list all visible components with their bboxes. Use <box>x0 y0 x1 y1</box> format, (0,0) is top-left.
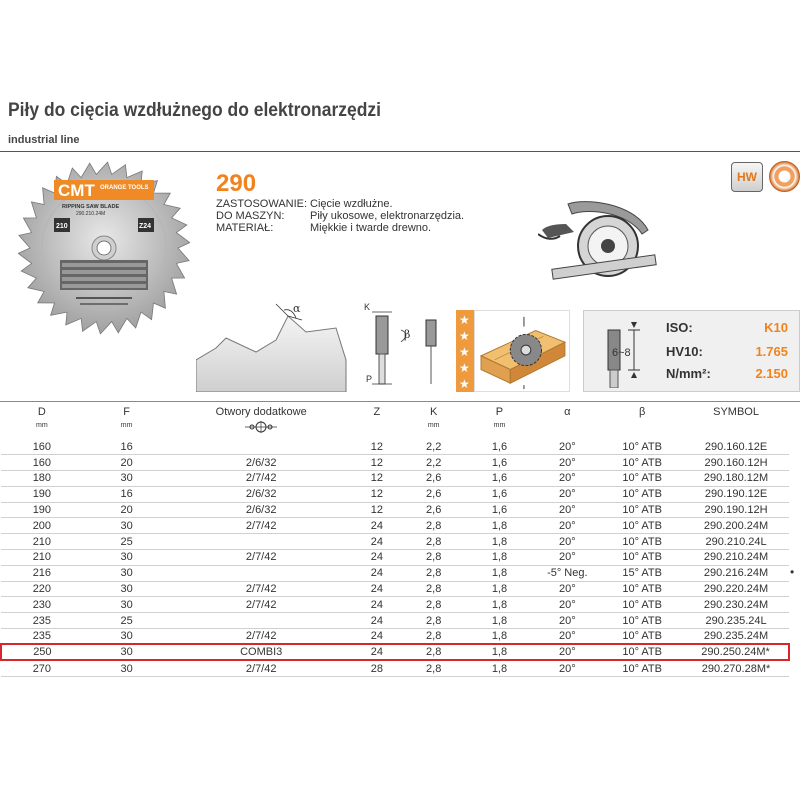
table-cell: 2/7/42 <box>170 660 351 676</box>
spec-application <box>216 198 393 210</box>
table-header-row <box>1 401 789 439</box>
table-cell: 20° <box>533 550 601 566</box>
table-cell: 10° ATB <box>601 534 683 550</box>
beta-label: β <box>404 328 411 341</box>
table-cell: 290.270.28M* <box>683 660 789 676</box>
table-cell: 1,8 <box>466 629 534 645</box>
table-cell: 20° <box>533 518 601 534</box>
table-cell: 16 <box>83 486 171 502</box>
star-icon: ★ <box>459 313 470 327</box>
table-cell: 290.216.24M <box>683 565 789 581</box>
table-cell: 10° ATB <box>601 439 683 455</box>
table-cell: 10° ATB <box>601 455 683 471</box>
table-cell: 2,8 <box>402 660 466 676</box>
tooth-geometry-diagram <box>196 300 446 392</box>
table-cell: 30 <box>83 581 171 597</box>
table-cell: 20° <box>533 629 601 645</box>
table-cell: 12 <box>352 471 402 487</box>
table-cell: 160 <box>1 455 83 471</box>
table-cell: 20 <box>83 502 171 518</box>
spec-material <box>216 222 431 234</box>
star-icon: ★ <box>459 361 470 375</box>
table-cell: 1,8 <box>466 565 534 581</box>
table-cell: 2/6/32 <box>170 455 351 471</box>
param-iso-value: K10 <box>764 320 788 335</box>
table-row <box>1 486 789 502</box>
star-icon: ★ <box>459 377 470 391</box>
table-cell: 1,8 <box>466 518 534 534</box>
table-cell: 290.210.24M <box>683 550 789 566</box>
table-cell: 1,8 <box>466 534 534 550</box>
table-cell <box>170 439 351 455</box>
table-cell: 235 <box>1 613 83 629</box>
spec-label: MATERIAŁ: <box>216 222 274 234</box>
table-cell: 24 <box>352 613 402 629</box>
alpha-label: α <box>293 302 301 315</box>
table-cell: 1,8 <box>466 613 534 629</box>
p-label: P <box>366 374 373 384</box>
table-cell: 2/7/42 <box>170 550 351 566</box>
star-icon: ★ <box>459 345 470 359</box>
table-row <box>1 565 789 581</box>
circular-saw-icon <box>538 200 658 282</box>
table-cell: 10° ATB <box>601 581 683 597</box>
table-cell: 2,6 <box>402 502 466 518</box>
table-cell: 1,8 <box>466 597 534 613</box>
col-header: D mm <box>36 406 48 429</box>
table-cell: 24 <box>352 565 402 581</box>
table-cell: COMBI3 <box>170 644 351 660</box>
table-cell: 2/6/32 <box>170 502 351 518</box>
spec-label: DO MASZYN: <box>216 210 285 222</box>
table-row <box>1 502 789 518</box>
table-cell: -5° Neg. <box>533 565 601 581</box>
table-cell: 1,6 <box>466 439 534 455</box>
table-cell: 30 <box>83 597 171 613</box>
spec-table <box>0 401 790 677</box>
table-row <box>1 518 789 534</box>
table-cell: 2/7/42 <box>170 629 351 645</box>
table-cell: 20° <box>533 597 601 613</box>
table-cell: 12 <box>352 455 402 471</box>
row-marker: • <box>790 565 795 579</box>
table-cell: 1,6 <box>466 502 534 518</box>
table-cell: 20° <box>533 534 601 550</box>
table-cell: 10° ATB <box>601 660 683 676</box>
table-cell: 210 <box>1 534 83 550</box>
table-cell <box>170 613 351 629</box>
table-cell: 290.250.24M* <box>683 644 789 660</box>
table-cell: 2,6 <box>402 486 466 502</box>
blade-brand-line: ORANGE TOOLS <box>100 185 149 191</box>
param-strength-value: 2.150 <box>755 366 788 381</box>
table-cell: 24 <box>352 629 402 645</box>
col-header: Z <box>373 406 381 418</box>
table-cell: 290.220.24M <box>683 581 789 597</box>
table-cell: 20 <box>83 455 171 471</box>
table-row <box>1 660 789 676</box>
table-cell: 16 <box>83 439 171 455</box>
table-cell: 290.235.24M <box>683 629 789 645</box>
table-cell: 10° ATB <box>601 486 683 502</box>
table-row <box>1 550 789 566</box>
table-cell: 290.200.24M <box>683 518 789 534</box>
table-cell: 20° <box>533 613 601 629</box>
blade-part-number: 290.210.24M <box>76 211 106 217</box>
table-cell: 2,8 <box>402 644 466 660</box>
spec-label: ZASTOSOWANIE: <box>216 198 308 210</box>
table-cell: 20° <box>533 439 601 455</box>
table-cell: 2,8 <box>402 550 466 566</box>
table-cell: 20° <box>533 471 601 487</box>
table-cell: 290.160.12H <box>683 455 789 471</box>
table-cell: 290.160.12E <box>683 439 789 455</box>
table-cell: 12 <box>352 502 402 518</box>
table-cell: 1,6 <box>466 455 534 471</box>
table-cell <box>170 534 351 550</box>
table-cell: 160 <box>1 439 83 455</box>
table-cell: 270 <box>1 660 83 676</box>
table-cell: 200 <box>1 518 83 534</box>
table-cell: 180 <box>1 471 83 487</box>
table-cell: 1,6 <box>466 486 534 502</box>
table-cell: 30 <box>83 565 171 581</box>
table-cell: 2,8 <box>402 581 466 597</box>
table-row <box>1 471 789 487</box>
table-cell: 12 <box>352 486 402 502</box>
col-header: K mm <box>427 406 440 429</box>
table-cell: 2/7/42 <box>170 597 351 613</box>
blade-type: RIPPING SAW BLADE <box>62 204 120 210</box>
spec-machines <box>216 210 464 222</box>
table-cell: 210 <box>1 550 83 566</box>
tooth-range-label: 6~8 <box>612 347 631 359</box>
table-cell: 20° <box>533 455 601 471</box>
table-cell: 290.190.12E <box>683 486 789 502</box>
table-row <box>1 597 789 613</box>
table-cell: 1,6 <box>466 471 534 487</box>
table-cell: 15° ATB <box>601 565 683 581</box>
table-cell: 2,2 <box>402 439 466 455</box>
table-cell: 30 <box>83 550 171 566</box>
table-cell: 1,8 <box>466 644 534 660</box>
col-header: P mm <box>493 406 506 429</box>
col-header: F mm <box>120 406 133 429</box>
table-cell: 2,8 <box>402 597 466 613</box>
table-cell <box>170 565 351 581</box>
table-cell: 24 <box>352 597 402 613</box>
table-cell: 290.210.24L <box>683 534 789 550</box>
table-cell: 20° <box>533 660 601 676</box>
table-cell: 2/7/42 <box>170 581 351 597</box>
table-cell: 2,2 <box>402 455 466 471</box>
table-cell: 2,8 <box>402 518 466 534</box>
pin-holes-icon <box>245 421 277 433</box>
table-cell: 1,8 <box>466 660 534 676</box>
table-cell: 24 <box>352 550 402 566</box>
table-cell: 190 <box>1 486 83 502</box>
table-cell: 30 <box>83 629 171 645</box>
blade-diameter: 210 <box>56 223 68 230</box>
table-cell: 190 <box>1 502 83 518</box>
table-cell: 10° ATB <box>601 471 683 487</box>
spec-value: Piły ukosowe, elektronarzędzia. <box>310 210 465 222</box>
param-hv10-label: HV10: <box>666 344 703 359</box>
page-subtitle: industrial line <box>8 134 80 146</box>
table-row <box>1 613 789 629</box>
table-cell: 24 <box>352 534 402 550</box>
saw-blade-image <box>18 156 190 340</box>
rip-cut-wood-icon <box>474 310 570 392</box>
table-cell: 25 <box>83 613 171 629</box>
table-cell: 20° <box>533 581 601 597</box>
table-row <box>1 629 789 645</box>
table-row <box>1 581 789 597</box>
param-iso-label: ISO: <box>666 320 693 335</box>
table-cell: 1,8 <box>466 550 534 566</box>
table-cell: 20° <box>533 502 601 518</box>
param-hv10-value: 1.765 <box>755 344 788 359</box>
tooth-height-diagram <box>588 314 658 388</box>
table-cell: 12 <box>352 439 402 455</box>
page-title: Piły do cięcia wzdłużnego do elektronarzędzi <box>8 100 381 121</box>
table-row <box>1 439 789 455</box>
table-cell: 10° ATB <box>601 550 683 566</box>
table-cell: 2/7/42 <box>170 471 351 487</box>
table-cell: 10° ATB <box>601 644 683 660</box>
table-cell: 28 <box>352 660 402 676</box>
col-header: α <box>564 406 571 418</box>
quality-seal-icon <box>769 161 800 192</box>
table-cell: 290.180.12M <box>683 471 789 487</box>
table-cell: 24 <box>352 518 402 534</box>
table-cell: 250 <box>1 644 83 660</box>
table-cell: 2,8 <box>402 629 466 645</box>
rating-stars <box>456 310 474 392</box>
table-cell: 30 <box>83 471 171 487</box>
col-header: SYMBOL <box>713 406 759 418</box>
table-row <box>1 534 789 550</box>
table-cell: 2/6/32 <box>170 486 351 502</box>
table-cell: 290.190.12H <box>683 502 789 518</box>
table-cell: 10° ATB <box>601 518 683 534</box>
hw-badge: HW <box>731 162 763 192</box>
blade-teeth: Z24 <box>139 223 152 230</box>
table-cell: 290.235.24L <box>683 613 789 629</box>
table-cell: 24 <box>352 581 402 597</box>
table-cell: 216 <box>1 565 83 581</box>
spec-value: Cięcie wzdłużne. <box>310 198 393 210</box>
star-icon: ★ <box>459 329 470 343</box>
table-cell: 230 <box>1 597 83 613</box>
col-header: β <box>639 406 646 418</box>
table-cell: 10° ATB <box>601 597 683 613</box>
table-cell: 25 <box>83 534 171 550</box>
table-cell: 2,6 <box>402 471 466 487</box>
table-cell: 2/7/42 <box>170 518 351 534</box>
table-cell: 30 <box>83 660 171 676</box>
table-cell: 290.230.24M <box>683 597 789 613</box>
table-cell: 20° <box>533 644 601 660</box>
table-cell: 24 <box>352 644 402 660</box>
title-divider <box>0 151 800 152</box>
table-cell: 220 <box>1 581 83 597</box>
table-cell: 30 <box>83 518 171 534</box>
k-label: K <box>364 302 371 312</box>
table-cell: 10° ATB <box>601 629 683 645</box>
table-row <box>1 455 789 471</box>
table-row <box>1 644 789 660</box>
product-code: 290 <box>216 170 257 197</box>
col-header: Otwory dodatkowe <box>170 401 351 439</box>
table-cell: 30 <box>83 644 171 660</box>
table-cell: 2,8 <box>402 565 466 581</box>
table-cell: 2,8 <box>402 613 466 629</box>
blade-brand: CMT <box>58 181 95 200</box>
spec-value: Miękkie i twarde drewno. <box>310 222 432 234</box>
table-cell: 10° ATB <box>601 502 683 518</box>
table-cell: 10° ATB <box>601 613 683 629</box>
table-cell: 235 <box>1 629 83 645</box>
table-cell: 2,8 <box>402 534 466 550</box>
table-cell: 20° <box>533 486 601 502</box>
param-strength-label: N/mm²: <box>666 366 711 381</box>
table-cell: 1,8 <box>466 581 534 597</box>
